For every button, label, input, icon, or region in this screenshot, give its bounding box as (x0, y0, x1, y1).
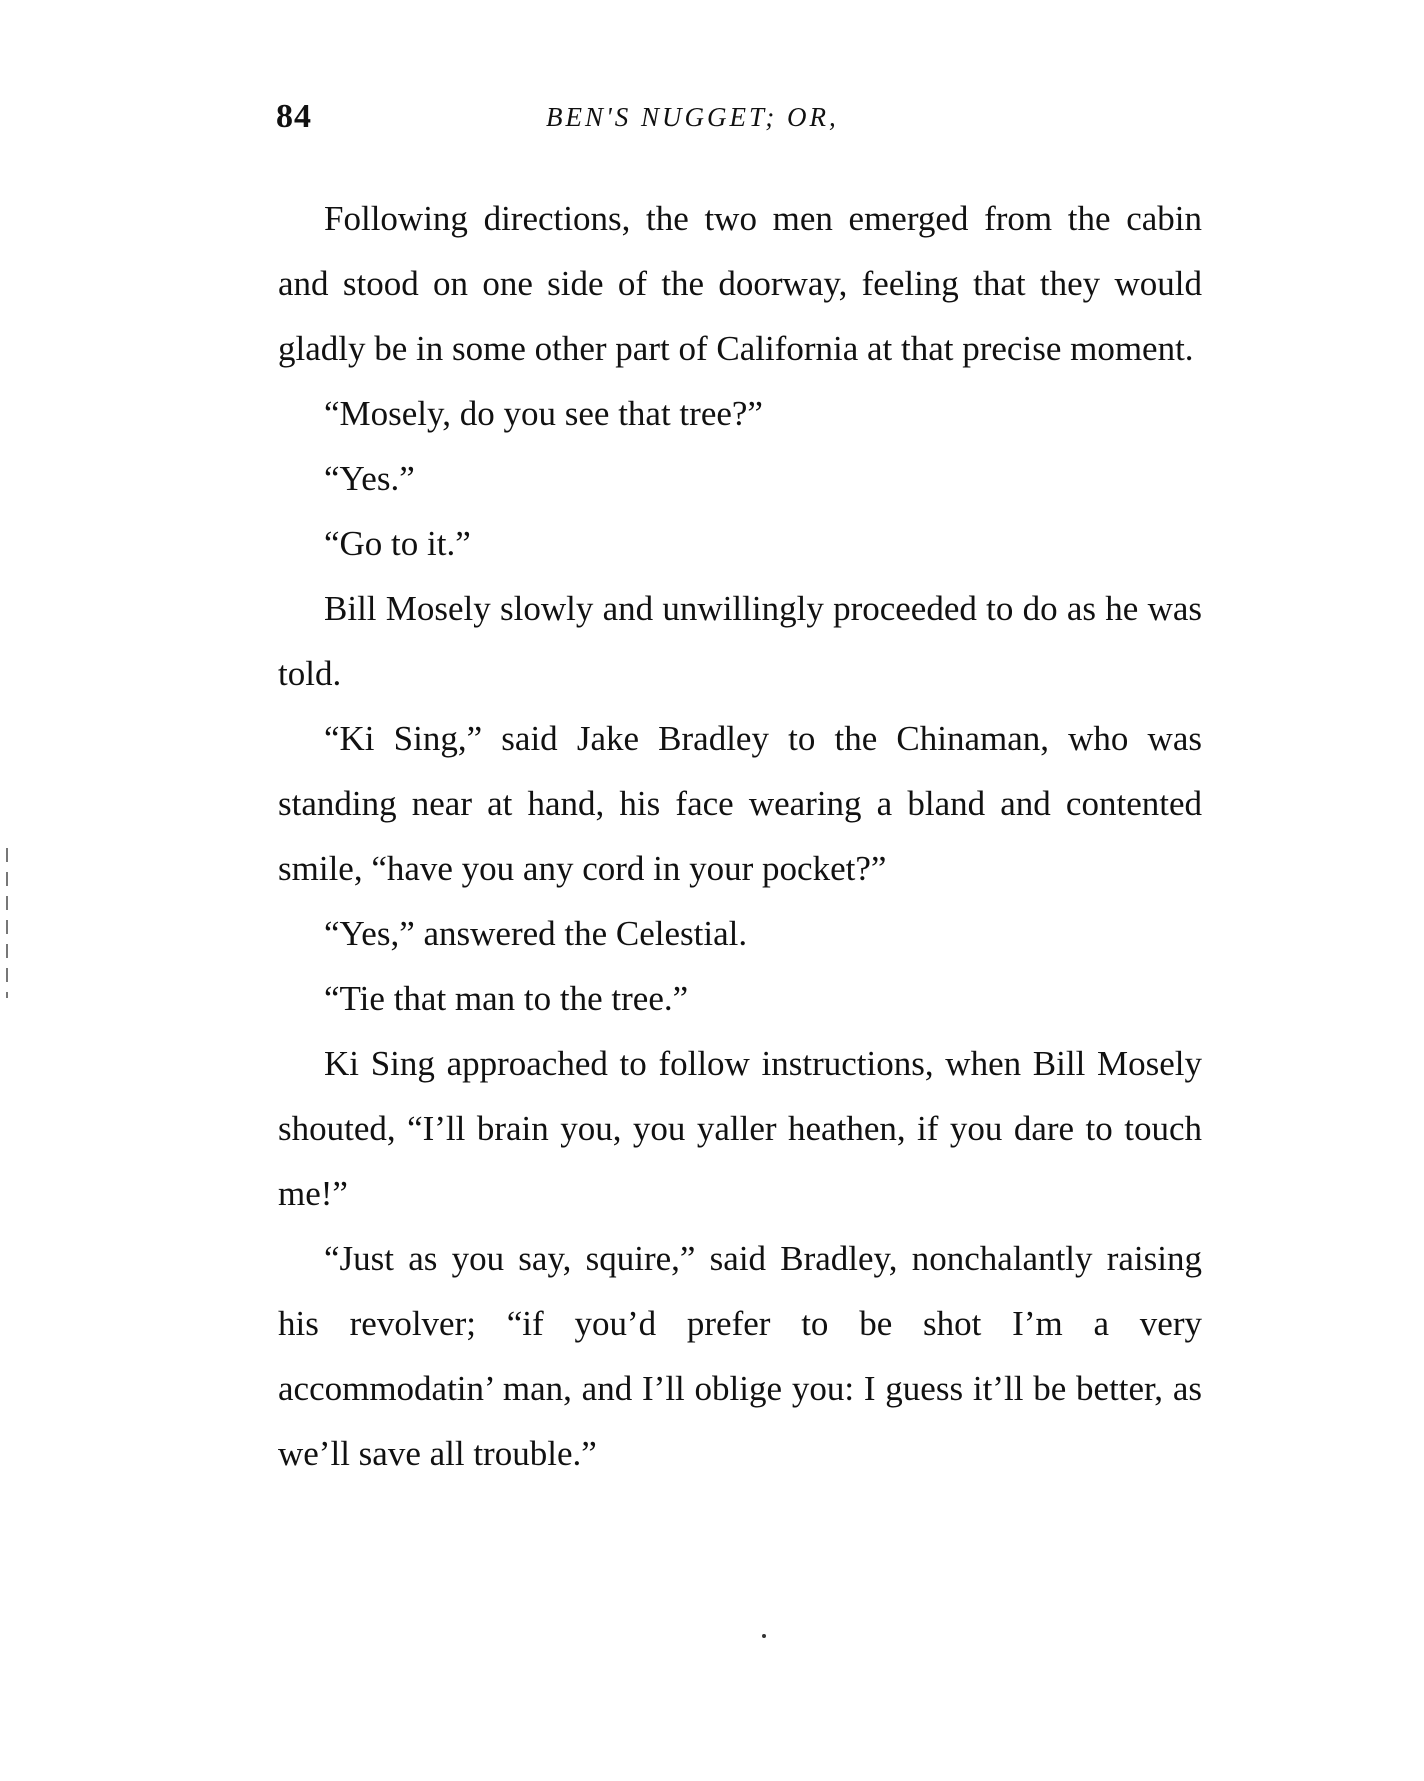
running-title: BEN'S NUGGET; OR, (546, 102, 839, 132)
ink-speck (762, 1634, 766, 1638)
paragraph: “Mosely, do you see that tree?” (324, 394, 763, 433)
paragraph: “Tie that man to the tree.” (324, 979, 689, 1018)
paragraph: “Yes,” answered the Celestial. (324, 914, 748, 953)
paragraph: “Go to it.” (324, 524, 471, 563)
page-number: 84 (276, 98, 312, 135)
paragraph: Ki Sing approached to follow instructions, when Bill Mosely shouted, “I’ll brain you, you yaller heathen, if you dare to touch me!” (278, 1044, 1202, 1213)
paragraph: “Yes.” (324, 459, 415, 498)
page-header (276, 98, 1204, 138)
paragraph: “Just as you say, squire,” said Bradley, nonchalantly raising his revolver; “if you’d prefer to be shot I’m a very accommodatin’ man, and I’ll oblige you: I guess it’ll be better, as we’ll save all trouble.” (278, 1239, 1202, 1473)
paragraph: “Ki Sing,” said Jake Bradley to the Chinaman, who was standing near at hand, his face wearing a bland and contented smile, “have you any cord in your pocket?” (278, 719, 1202, 888)
paragraph: Bill Mosely slowly and unwillingly proceeded to do as he was told. (278, 589, 1202, 693)
paragraph: Following directions, the two men emerged from the cabin and stood on one side of the doorway, feeling that they would gladly be in some other part of California at that precise moment. (278, 199, 1202, 368)
body-text (278, 186, 1202, 1486)
scan-edge-mark (6, 848, 8, 998)
